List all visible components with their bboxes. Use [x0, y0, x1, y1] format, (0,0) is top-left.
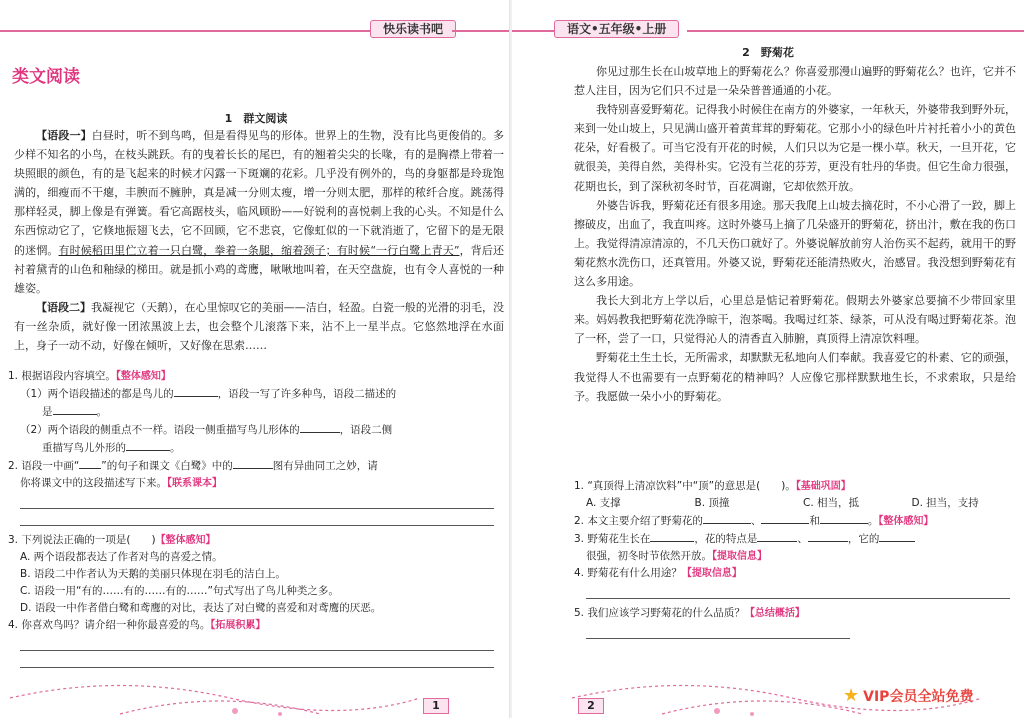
answer-blank[interactable]	[757, 530, 797, 542]
question-text: 。	[170, 442, 181, 454]
star-icon: ★	[843, 685, 860, 706]
question-text: 重描写鸟儿外形的	[42, 442, 126, 454]
header-tab-right: 语文•五年级•上册	[554, 20, 679, 38]
question-1-1-cont	[8, 403, 504, 421]
question-3-option-b[interactable]: B. 语段二中作者认为天鹅的美丽只体现在羽毛的洁白上。	[20, 568, 286, 580]
question-text: 。	[96, 406, 107, 418]
article-title-2: 2 野菊花	[742, 46, 794, 59]
paragraph-text: 我凝视它（天鹅），在心里惊叹它的美丽——洁白，轻盈。白瓷一般的光滑的羽毛，没有一丝杂质，就好像一团浓黑波上去，也会整个儿滚落下来，沾不上一星半点。它悠然地浮在水面上，身子一动不动，好像在倾听，又好像在思索……	[14, 300, 504, 353]
answer-line[interactable]	[20, 492, 494, 509]
answer-line[interactable]	[20, 634, 494, 651]
question-1	[8, 368, 504, 385]
header-rule-right	[687, 30, 1024, 32]
option-d[interactable]: D. 担当，支持	[911, 497, 979, 509]
question-text: 图有异曲同工之妙，请	[272, 460, 378, 472]
question-text: 1. “真顶得上清凉饮料”中“顶”的意思是( )。	[574, 480, 796, 492]
question-text: ，语段二侧	[339, 424, 393, 436]
passage-paragraph: 我长大到北方上学以后，心里总是惦记着野菊花。假期去外婆家总要摘不少带回家里来。妈妈教我把野菊花洗净晾干，泡茶喝。我喝过红茶、绿茶，可从没有喝过野菊花茶。泡了一杯，尝了一口，只觉得沁人的清香直入肺腑，真顶得上清凉饮料哩。	[574, 294, 1016, 346]
question-text: 2. 语段一中画“	[8, 460, 80, 472]
option-c[interactable]: C. 相当，抵	[803, 497, 860, 509]
article-title-1: 1 群文阅读	[224, 112, 288, 125]
option-a[interactable]: A. 支撑	[586, 497, 621, 509]
answer-line[interactable]	[586, 582, 1010, 599]
question-text: 5. 我们应该学习野菊花的什么品质？	[574, 607, 745, 619]
question-1-2-cont	[8, 439, 504, 457]
answer-blank[interactable]	[820, 512, 868, 524]
question-text: （2）两个语段的侧重点不一样。语段一侧重描写鸟儿形体的	[20, 424, 300, 436]
answer-blank[interactable]	[703, 512, 751, 524]
question-2	[8, 457, 504, 475]
header-rule-left	[0, 30, 370, 32]
question-text: 、	[750, 515, 762, 527]
question-2-cont	[8, 475, 504, 492]
answer-blank[interactable]	[879, 530, 915, 542]
question-3	[8, 532, 504, 549]
question-tag: 【提取信息】	[681, 568, 742, 579]
question-tag: 【提取信息】	[712, 551, 767, 562]
answer-blank[interactable]	[650, 530, 694, 542]
question-text: 。	[867, 515, 879, 527]
question-tag: 【联系课本】	[167, 478, 222, 489]
question-3-cont	[574, 548, 1020, 565]
answer-line[interactable]	[586, 622, 850, 639]
question-text: 是	[42, 406, 53, 418]
right-page	[512, 0, 1024, 718]
question-text: 1. 根据语段内容填空。	[8, 370, 116, 382]
passage-paragraph: 野菊花土生土长，无所需求，却默默无私地向人们奉献。我喜爱它的朴素、它的顽强，我觉得人不也需要有一点野菊花的精神吗？人应像它那样默默地生长，不求索取，只是给予。我愿做一朵小小的野菊花。	[574, 351, 1016, 403]
questions-right	[574, 478, 1020, 639]
question-1-1	[8, 385, 504, 403]
header-rule-right-start	[512, 30, 554, 32]
question-tag: 【整体感知】	[115, 371, 171, 382]
question-text: 你将课文中的这段描述写下来。	[20, 477, 167, 489]
passage-paragraph: 我特别喜爱野菊花。记得我小时候住在南方的外婆家，一年秋天，外婆带我到野外玩，来到一处山坡上，只见满山盛开着黄茸茸的野菊花。它那小小的绿色叶片衬托着小小的黄色花朵，好看极了。可当它没有开花的时候，人们只以为它是一棵小草。秋天，一旦开花，它就很美，美得自然，美得朴实。它没有兰花的芬芳，更没有牡丹的华贵。但它生命力很强，花期也长，到了深秋初冬时节，百花凋谢，它却依然开放。	[574, 103, 1016, 193]
question-text: 、	[797, 533, 808, 545]
reading-passage-1	[14, 126, 504, 355]
page-number-left: 1	[423, 698, 449, 714]
question-text: 2. 本文主要介绍了野菊花的	[574, 515, 703, 527]
answer-line[interactable]	[20, 651, 494, 668]
paragraph-label: 【语段二】	[36, 300, 92, 314]
question-4	[8, 617, 504, 634]
question-1-options	[574, 495, 1020, 512]
question-3	[574, 530, 1020, 548]
answer-blank[interactable]	[53, 403, 97, 415]
questions-left	[8, 368, 504, 668]
question-tag: 【基础巩固】	[795, 481, 851, 492]
question-text: ，语段一写了许多种鸟，语段二描述的	[217, 388, 397, 400]
paragraph-label: 【语段一】	[36, 129, 92, 142]
vip-watermark	[843, 685, 973, 706]
option-b[interactable]: B. 顶撞	[694, 497, 730, 509]
question-text: ”的句子和课文《白鹭》中的	[101, 460, 233, 472]
question-tag: 【拓展积累】	[210, 620, 266, 631]
answer-blank[interactable]	[808, 530, 848, 542]
reading-passage-2	[574, 62, 1016, 406]
question-text: 很强，初冬时节依然开放。	[586, 550, 712, 562]
question-tag: 【总结概括】	[744, 608, 805, 619]
answer-blank[interactable]	[233, 457, 273, 469]
question-text: 和	[809, 515, 820, 527]
question-3-option-d[interactable]: D. 语段一中作者借白鹭和鸢鹰的对比，表达了对白鹭的喜爱和对鸢鹰的厌恶。	[20, 602, 382, 614]
question-3-option-a[interactable]: A. 两个语段都表达了作者对鸟的喜爱之情。	[20, 551, 223, 563]
watermark-text: VIP会员全站免费	[863, 688, 974, 705]
question-3-option-c[interactable]: C. 语段一用“有的……有的……有的……”句式写出了鸟儿种类之多。	[20, 585, 339, 597]
underlined-sentence: 有时候稻田里伫立着一只白鹭，拳着一条腿，缩着颈子；有时候“一行白鹭上青天”	[58, 243, 460, 257]
question-text: （1）两个语段描述的都是鸟儿的	[20, 388, 174, 400]
passage-paragraph: 外婆告诉我，野菊花还有很多用途。那天我爬上山坡去摘花时，不小心滑了一跤，脚上擦破皮，出血了，我直叫疼。这时外婆马上摘了几朵盛开的野菊花，挤出汁，敷在我的伤口上。我觉得清凉清凉的，不几天伤口就好了。外婆说解放前穷人治伤买不起药，就用干的野菊花熬水洗伤口，还真管用。外婆又说，野菊花还能清热败火，治感冒。我没想到野菊花有这么多用途。	[574, 198, 1016, 289]
answer-blank[interactable]	[174, 385, 218, 397]
answer-blank[interactable]	[300, 421, 340, 433]
question-1-2	[8, 421, 504, 439]
question-5	[574, 605, 1020, 622]
question-text: 3. 野菊花生长在	[574, 533, 651, 545]
answer-blank[interactable]	[126, 439, 170, 451]
paragraph-text: 白昼时，听不到鸟鸣，但是看得见鸟的形体。世界上的生物，没有比鸟更俊俏的。多少样不知名的小鸟，在枝头跳跃。有的曳着长长的尾巴，有的翘着尖尖的长喙，有的是胸襟上带着一块照眼的颜色，有的是飞起来的时候才闪露一下斑斓的花彩。几乎没有例外的，鸟的身躯都是玲珑饱满的，细瘦而不干瘪，丰腴而不臃肿，真是减一分则太瘦，增一分则太肥，那样的秾纤合度。跳荡得那样轻灵，脚上像是有弹簧。看它高踞枝头，临风顾盼——好锐利的喜悦刺上我的心头。不知是什么东西惊动它了，它倏地振翅飞去，它不回顾，它不悲哀，它像虹似的一下就消逝了，它留下的是无限的迷惘。	[14, 129, 504, 257]
answer-line[interactable]	[20, 509, 494, 526]
question-tag: 【整体感知】	[878, 516, 934, 527]
question-tag: 【整体感知】	[155, 535, 216, 546]
paragraph-text: ，背后还衬着黛青的山色和釉绿的梯田。就是抓小鸡的鸢鹰，啾啾地叫着，在天空盘旋，也有令人喜悦的一种雄姿。	[14, 243, 505, 295]
header-tab-left: 快乐读书吧	[370, 20, 456, 38]
question-2	[574, 512, 1020, 530]
answer-blank[interactable]	[761, 512, 809, 524]
section-title: 类文阅读	[12, 67, 80, 87]
question-1	[574, 478, 1020, 495]
question-4	[574, 565, 1020, 582]
question-text: 3. 下列说法正确的一项是( )	[8, 534, 156, 546]
answer-blank[interactable]	[79, 457, 101, 469]
question-text: 4. 野菊花有什么用途？	[574, 567, 682, 579]
passage-paragraph: 你见过那生长在山坡草地上的野菊花么？你喜爱那漫山遍野的野菊花么？也许，它并不惹人注目，因为它们只不过是一朵朵普普通通的小花。	[574, 65, 1016, 98]
passage-paragraph-2	[14, 298, 504, 355]
question-text: ，它的	[847, 533, 880, 545]
question-text: ，花的特点是	[694, 533, 758, 545]
header-rule-left-end	[452, 30, 512, 32]
question-text: 4. 你喜欢鸟吗？请介绍一种你最喜爱的鸟。	[8, 619, 211, 631]
passage-paragraph-1	[14, 126, 504, 298]
page-number-right: 2	[578, 698, 604, 714]
